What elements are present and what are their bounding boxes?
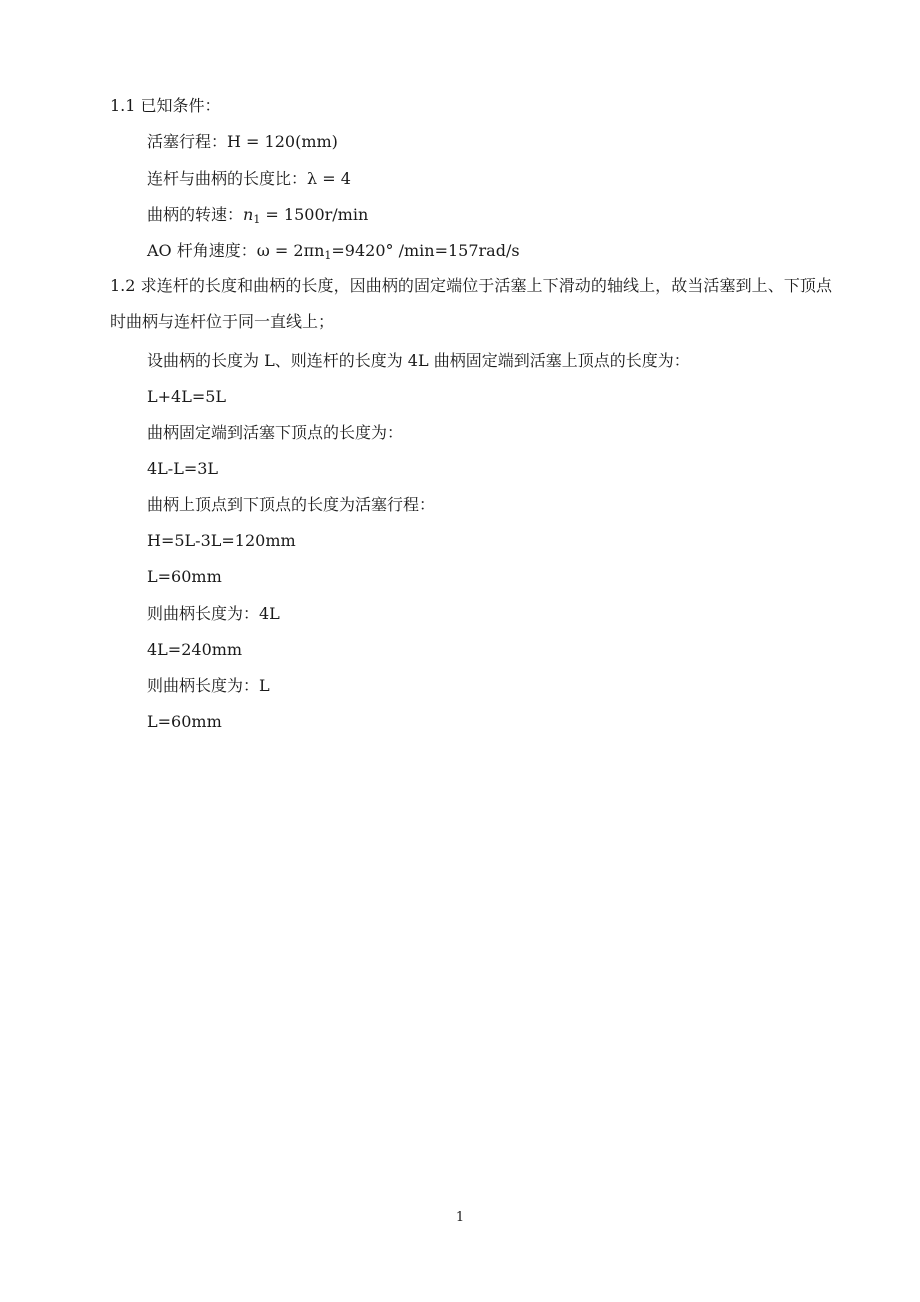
angular-velocity-line <box>147 241 520 261</box>
length-ratio-line <box>147 169 351 189</box>
section-1-1-heading: 1.1 已知条件： <box>110 96 221 115</box>
crank-speed-label: 曲柄的转速： <box>147 205 244 224</box>
length-ratio-label: 连杆与曲柄的长度比： <box>147 169 308 188</box>
equation-line: H=5L-3L=120mm <box>147 531 296 550</box>
angular-velocity-label: AO 杆角速度： <box>147 241 257 260</box>
crank-speed-line <box>147 205 368 225</box>
angular-velocity-value: $\omega = 2\pi n_1=9420^\circ$ /min=157rad/s <box>256 241 520 262</box>
piston-stroke-label: 活塞行程： <box>147 132 228 151</box>
body-line: 曲柄上顶点到下顶点的长度为活塞行程： <box>147 495 436 514</box>
equation-line: 4L-L=3L <box>147 459 219 478</box>
equation-line: 4L=240mm <box>147 640 243 659</box>
page-number: 1 <box>455 1210 465 1225</box>
body-line: 设曲柄的长度为 L、则连杆的长度为 4L 曲柄固定端到活塞上顶点的长度为： <box>147 351 690 370</box>
crank-speed-value: $n_1 = 1500r/\min$ <box>243 205 369 226</box>
equation-line: L+4L=5L <box>147 387 227 406</box>
body-line: 则曲柄长度为：L <box>147 676 270 695</box>
length-ratio-value: λ = 4 <box>307 169 351 188</box>
body-line: 则曲柄长度为：4L <box>147 604 280 623</box>
piston-stroke-value: H = 120(mm) <box>227 132 338 151</box>
equation-line: L=60mm <box>147 712 222 731</box>
body-line: 曲柄固定端到活塞下顶点的长度为： <box>147 423 404 442</box>
piston-stroke-line <box>147 132 338 152</box>
equation-line: L=60mm <box>147 567 222 586</box>
section-1-2-heading: 1.2 求连杆的长度和曲柄的长度，因曲柄的固定端位于活塞上下滑动的轴线上，故当活塞到上、下顶点时曲柄与连杆位于同一直线上； <box>110 276 832 331</box>
